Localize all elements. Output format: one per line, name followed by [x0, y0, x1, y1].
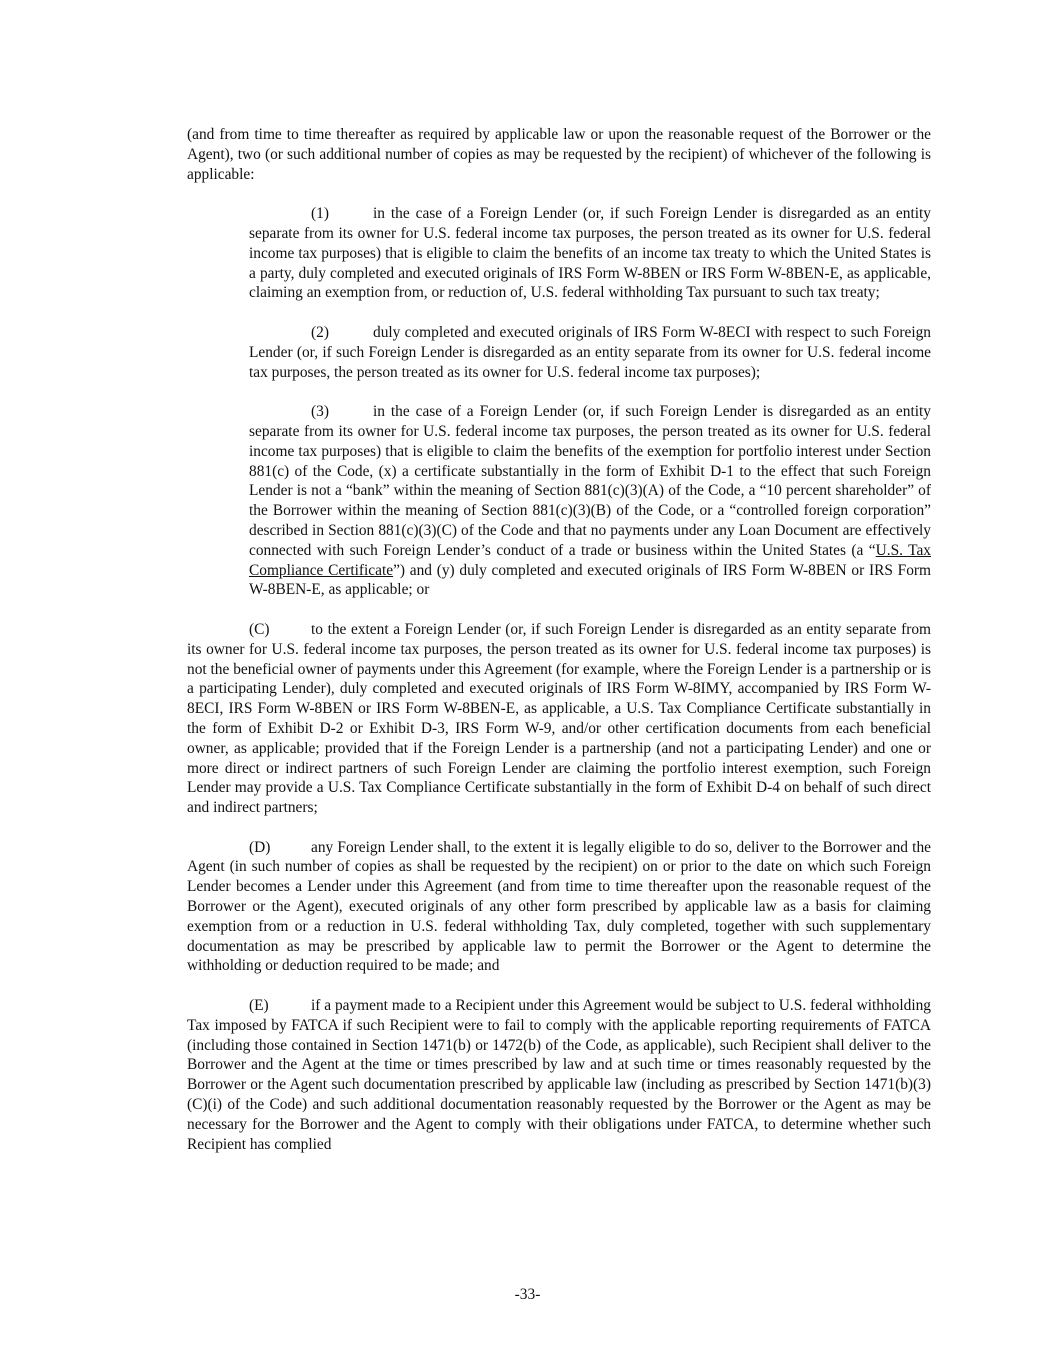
list-item-3-number: (3) [311, 403, 329, 421]
list-item-3 [249, 402, 931, 600]
defined-term-tax-certificate: U.S. Tax Compliance Certificate [249, 541, 932, 579]
list-item-1-number: (1) [311, 205, 329, 223]
list-item-3-text-after: ”) and (y) duly completed and executed originals of IRS Form W-8BEN or IRS Form W-8BEN-E, as applicable; or [249, 561, 931, 599]
list-item-3-text-before: in the case of a Foreign Lender (or, if such Foreign Lender is disregarded as an entity separate from its owner for U.S. federal income tax purposes, the person treated as its owner for U.S. federal income tax purposes) that is eligible to claim the benefits of the exemption for portfolio interest under Section 881(c) of the Code, (x) a certificate substantially in the form of Exhibit D-1 to the effect that such Foreign Lender is not a “bank” within the meaning of Section 881(c)(3)(A) of the Code, a “10 percent shareholder” of the Borrower within the meaning of Section 881(c)(3)(B) of the Code, or a “controlled foreign corporation” described in Section 881(c)(3)(C) of the Code and that no payments under any Loan Document are effectively connected with such Foreign Lender’s conduct of a trade or business within the United States (a “ [249, 403, 931, 559]
page-number: -33- [514, 1286, 541, 1303]
intro-paragraph: (and from time to time thereafter as required by applicable law or upon the reasonable request of the Borrower or the Agent), two (or such additional number of copies as may be requested by the recipient) of whichever of the following is applicable: [187, 126, 931, 183]
section-c-paragraph [187, 620, 931, 818]
list-item-1 [249, 204, 931, 303]
list-item-1-text: in the case of a Foreign Lender (or, if such Foreign Lender is disregarded as an entity separate from its owner for U.S. federal income tax purposes, the person treated as its owner for U.S. federal income tax purposes) that is eligible to claim the benefits of an income tax treaty to which the United States is a party, duly completed and executed originals of IRS Form W-8BEN or IRS Form W-8BEN-E, as applicable, claiming an exemption from, or reduction of, U.S. federal withholding Tax pursuant to such tax treaty; [249, 205, 931, 302]
section-d-text: any Foreign Lender shall, to the extent it is legally eligible to do so, deliver to the Borrower and the Agent (in such number of copies as shall be requested by the recipient) on or prior to the date on which such Foreign Lender becomes a Lender under this Agreement (and from time to time thereafter upon the reasonable request of the Borrower or the Agent), executed originals of any other form prescribed by applicable law as a basis for claiming exemption from or a reduction in U.S. federal withholding Tax, duly completed, together with such supplementary documentation as may be prescribed by applicable law to permit the Borrower or the Agent to determine the withholding or deduction required to be made; and [187, 838, 931, 975]
section-c-text: to the extent a Foreign Lender (or, if such Foreign Lender is disregarded as an entity separate from its owner for U.S. federal income tax purposes, the person treated as its owner for U.S. federal income tax purposes) is not the beneficial owner of payments under this Agreement (for example, where the Foreign Lender is a partnership or is a participating Lender), duly completed and executed originals of IRS Form W-8IMY, accompanied by IRS Form W-8ECI, IRS Form W-8BEN or IRS Form W-8BEN-E, as applicable, a U.S. Tax Compliance Certificate substantially in the form of Exhibit D-2 or Exhibit D-3, IRS Form W-9, and/or other certification documents from each beneficial owner, as applicable; provided that if the Foreign Lender is a partnership (and not a participating Lender) and one or more direct or indirect partners of such Foreign Lender are claiming the portfolio interest exemption, such Foreign Lender may provide a U.S. Tax Compliance Certificate substantially in the form of Exhibit D-4 on behalf of such direct and indirect partners; [187, 620, 931, 817]
list-item-2-number: (2) [311, 323, 329, 341]
section-e-number: (E) [249, 997, 269, 1015]
section-d-number: (D) [249, 838, 271, 856]
section-e-paragraph [187, 996, 931, 1154]
section-e-text: if a payment made to a Recipient under this Agreement would be subject to U.S. federal withholding Tax imposed by FATCA if such Recipient were to fail to comply with the applicable reporting requirements of FATCA (including those contained in Section 1471(b) or 1472(b) of the Code, as applicable), such Recipient shall deliver to the Borrower and the Agent at the time or times prescribed by law and at such time or times reasonably requested by the Borrower or the Agent such documentation prescribed by applicable law (including as prescribed by Section 1471(b)(3)(C)(i) of the Code) and such additional documentation reasonably requested by the Borrower or the Agent as may be necessary for the Borrower and the Agent to comply with their obligations under FATCA, to determine whether such Recipient has complied [187, 997, 931, 1153]
document-body [187, 125, 931, 1154]
section-c-number: (C) [249, 620, 270, 638]
section-d-paragraph [187, 838, 931, 977]
list-item-2-text: duly completed and executed originals of IRS Form W-8ECI with respect to such Foreign Lender (or, if such Foreign Lender is disregarded as an entity separate from its owner for U.S. federal income tax purposes, the person treated as its owner for U.S. federal income tax purposes); [249, 323, 931, 381]
list-item-2 [249, 323, 931, 382]
